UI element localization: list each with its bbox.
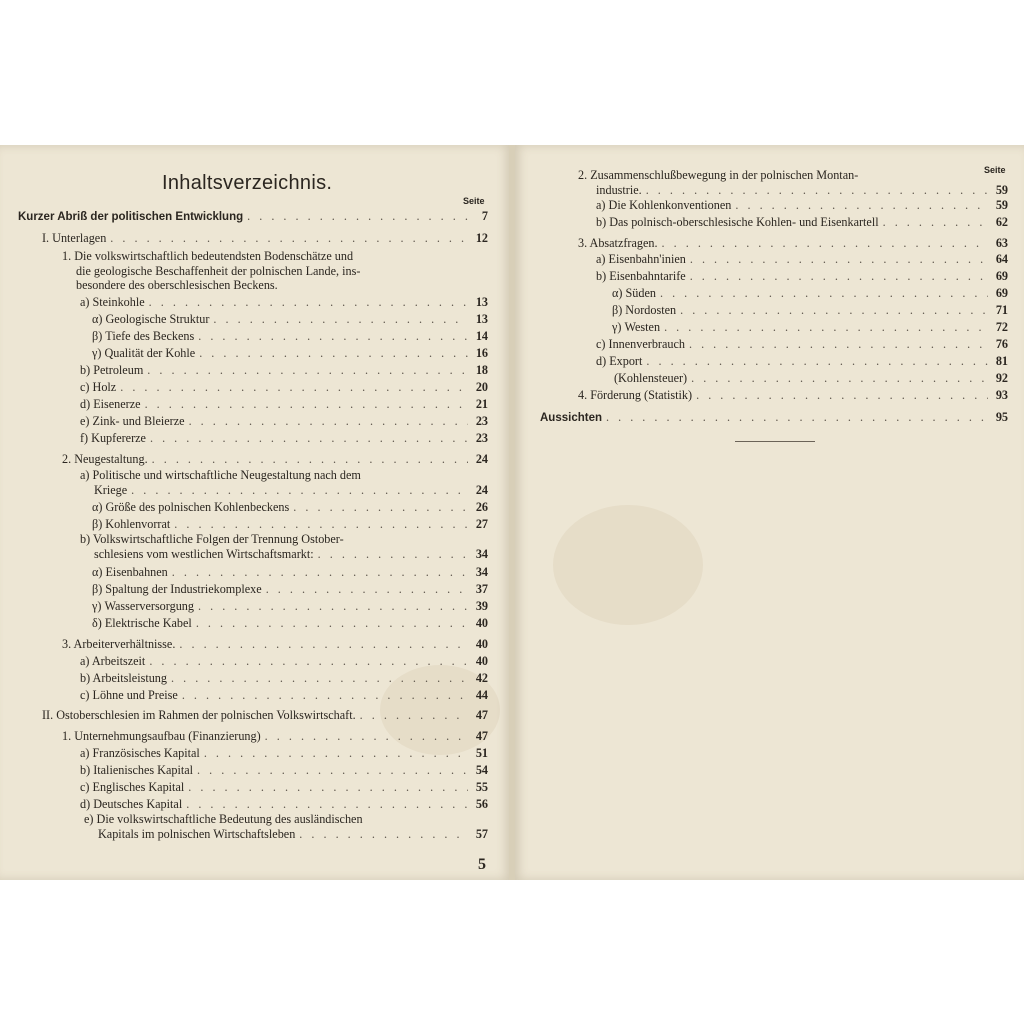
toc-entry-zink: e) Zink- und Bleierze . . . 23 [80,414,488,428]
toc-entry-neugestaltung: 2. Neugestaltung. . . . 24 [62,452,488,466]
toc-entry-spaltung: β) Spaltung der Industriekomplexe . . . 37 [92,582,488,596]
toc-entry-foerderung: 4. Förderung (Statistik) . . . 93 [578,388,1008,402]
toc-entry-arbeiter: 3. Arbeiterverhältnisse. . . . 40 [62,637,488,651]
seite-label-right: Seite [984,165,1006,175]
toc-entry-ital: b) Italienisches Kapital . . . 54 [80,763,488,777]
toc-entry-petroleum: b) Petroleum . . . 18 [80,363,488,377]
toc-entry-absatzfragen: 3. Absatzfragen. . . . 63 [578,236,1008,250]
toc-entry-tiefe: β) Tiefe des Beckens . . . 14 [92,329,488,343]
toc-entry-bodenschaetze: 1. Die volkswirtschaftlich bedeutendsten Bodenschätze und die geologische Beschaffenheit der polnischen Lande, ins- besondere des oberschlesischen Beckens. [62,249,361,292]
toc-entry-deut: d) Deutsches Kapital . . . 56 [80,797,488,811]
seite-label: Seite [463,196,485,206]
toc-entry-qualitaet: γ) Qualität der Kohle . . . 16 [92,346,488,360]
closing-rule [735,441,815,442]
toc-entry-kabel: δ) Elektrische Kabel . . . 40 [92,616,488,630]
toc-entry-engl: c) Englisches Kapital . . . 55 [80,780,488,794]
toc-entry-bedeutung: e) Die volkswirtschaftliche Bedeutung des ausländischen Kapitals im polnischen Wirtschaftsleben . . . 57 [84,812,488,841]
toc-entry-kurzer: Kurzer Abriß der politischen Entwicklung . . . 7 [18,209,488,224]
toc-entry-kohlensteuer: (Kohlensteuer) . . . 92 [614,371,1008,385]
toc-entry-export: d) Export . . . 81 [596,354,1008,368]
toc-entry-eisenbahnlinien: a) Eisenbahn'inien . . . 64 [596,252,1008,266]
toc-entry-kohlenvorrat: β) Kohlenvorrat . . . 27 [92,517,488,531]
toc-entry-sueden: α) Süden . . . 69 [612,286,1008,300]
toc-entry-eisenbahntarife: b) Eisenbahntarife . . . 69 [596,269,1008,283]
toc-entry-zusammenschluss: 2. Zusammenschlußbewegung in der polnischen Montan- industrie. . . . 59 [578,168,1008,197]
toc-entry-kohlenkonventionen: a) Die Kohlenkonventionen . . . 59 [596,198,1008,212]
toc-entry-unterlagen: I. Unterlagen . . . 12 [42,231,488,245]
toc-entry-innenverbrauch: c) Innenverbrauch . . . 76 [596,337,1008,351]
toc-entry-wasser: γ) Wasserversorgung . . . 39 [92,599,488,613]
toc-entry-loehne: c) Löhne und Preise . . . 44 [80,688,488,702]
toc-entry-eisenerze: d) Eisenerze . . . 21 [80,397,488,411]
toc-entry-unternehmung: 1. Unternehmungsaufbau (Finanzierung) . . . 47 [62,729,488,743]
toc-title: Inhaltsverzeichnis. [162,172,333,194]
page-number: 5 [478,856,486,873]
toc-entry-folgen: b) Volkswirtschaftliche Folgen der Trennung Ostober- schlesiens vom westlichen Wirtschaftsmarkt: . . . 34 [80,532,488,561]
toc-entry-kartell: b) Das polnisch-oberschlesische Kohlen- und Eisenkartell . . . 62 [596,215,1008,229]
paper-stain [553,505,703,625]
toc-entry-holz: c) Holz . . . 20 [80,380,488,394]
toc-entry-nordosten: β) Nordosten . . . 71 [612,303,1008,317]
toc-entry-geologische: α) Geologische Struktur . . . 13 [92,312,488,326]
toc-entry-politische: a) Politische und wirtschaftliche Neugestaltung nach dem Kriege . . . 24 [80,468,488,497]
toc-entry-westen: γ) Westen . . . 72 [612,320,1008,334]
toc-entry-eisenbahnen: α) Eisenbahnen . . . 34 [92,565,488,579]
toc-entry-steinkohle: a) Steinkohle . . . 13 [80,295,488,309]
toc-entry-ostoberschlesien: II. Ostoberschlesien im Rahmen der polnischen Volkswirtschaft. . . . 47 [42,708,488,722]
toc-entry-arbeitsleistung: b) Arbeitsleistung . . . 42 [80,671,488,685]
toc-entry-aussichten: Aussichten . . . 95 [540,410,1008,425]
toc-entry-kupfer: f) Kupfererze . . . 23 [80,431,488,445]
book-gutter [509,145,515,880]
toc-entry-franz: a) Französisches Kapital . . . 51 [80,746,488,760]
toc-entry-groesse: α) Größe des polnischen Kohlenbeckens . . . 26 [92,500,488,514]
toc-entry-arbeitszeit: a) Arbeitszeit . . . 40 [80,654,488,668]
